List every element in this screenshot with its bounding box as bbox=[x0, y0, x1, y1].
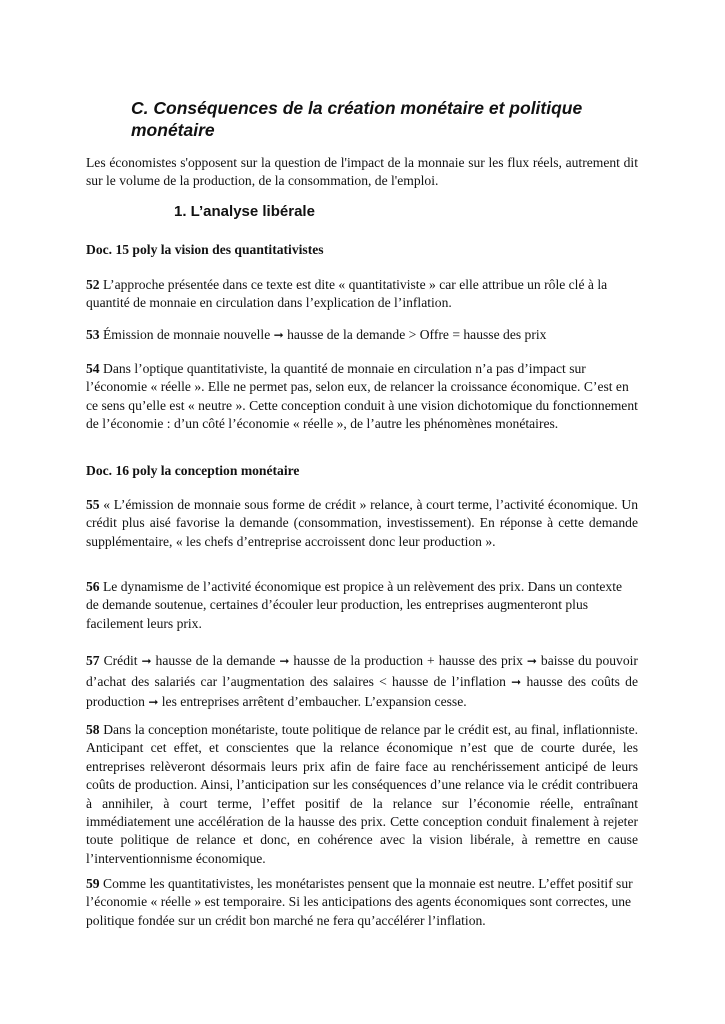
paragraph-text: hausse de la demande bbox=[155, 653, 276, 668]
arrow-icon: ➞ bbox=[273, 328, 284, 342]
paragraph-number: 58 bbox=[86, 722, 100, 737]
paragraph-text: L’approche présentée dans ce texte est dite « quantitativiste » car elle attribue un rôle clé à la quantité de monnaie en circulation dans l’explication de l’inflation. bbox=[86, 277, 608, 311]
paragraph-text: hausse des coûts de production bbox=[86, 673, 638, 709]
paragraph-text: hausse de la demande > Offre = hausse des prix bbox=[287, 327, 547, 342]
paragraph-54 bbox=[86, 360, 638, 434]
doc15-heading: Doc. 15 poly la vision des quantitativistes bbox=[86, 242, 324, 257]
arrow-icon: ➞ bbox=[279, 654, 290, 668]
paragraph-59 bbox=[86, 875, 638, 930]
paragraph-text: « L’émission de monnaie sous forme de crédit » relance, à court terme, l’activité économique. Un crédit plus aisé favorise la demande (consommation, investissement). En réponse à cette demande supplémentaire, « les chefs d’entreprise accroissent donc leur production ». bbox=[86, 497, 638, 549]
subsection-title: 1. L’analyse libérale bbox=[174, 203, 315, 220]
paragraph-text: Émission de monnaie nouvelle bbox=[103, 327, 271, 342]
arrow-icon: ➞ bbox=[148, 695, 159, 709]
paragraph-number: 59 bbox=[86, 876, 100, 891]
paragraph-text: Le dynamisme de l’activité économique est propice à un relèvement des prix. Dans un contexte de demande soutenue, certaines d’écouler leur production, les entreprises augmenteront plus facilement leurs prix. bbox=[86, 579, 623, 631]
paragraph-55 bbox=[86, 496, 638, 551]
paragraph-number: 57 bbox=[86, 653, 100, 668]
paragraph-text: baisse du pouvoir d’achat des salariés car l’augmentation des salaires < hausse de l’inflation bbox=[86, 653, 638, 689]
paragraph-number: 53 bbox=[86, 327, 100, 342]
arrow-icon: ➞ bbox=[511, 674, 522, 689]
paragraph-52 bbox=[86, 276, 638, 313]
paragraph-number: 56 bbox=[86, 579, 100, 594]
paragraph-58 bbox=[86, 721, 638, 868]
arrow-icon: ➞ bbox=[526, 654, 537, 668]
paragraph-number: 55 bbox=[86, 497, 100, 512]
paragraph-53 bbox=[86, 326, 638, 344]
arrow-icon: ➞ bbox=[141, 654, 152, 668]
paragraph-text: les entreprises arrêtent d’embaucher. L’expansion cesse. bbox=[161, 694, 467, 709]
paragraph-number: 54 bbox=[86, 361, 100, 376]
paragraph-56 bbox=[86, 578, 638, 633]
paragraph-text: Crédit bbox=[103, 653, 138, 668]
paragraph-57 bbox=[86, 651, 638, 713]
paragraph-text: Dans la conception monétariste, toute politique de relance par le crédit est, au final, inflationniste. Anticipant cet effet, et conscientes que la relance économique n’est que de courte durée, les entreprises relèveront désormais leurs prix afin de faire face au renchérissement anticipé de leurs coûts de production. Ainsi, l’anticipation sur les conséquences d’une relance via le crédit contribuera à annihiler, à court terme, l’effet positif de la relance sur l’économie réelle, entraînant immédiatement une accélération de la hausse des prix. Cette conception conduit finalement à rejeter toute politique de relance et donc, en cohérence avec la vision libérale, à remettre en cause l’interventionnisme économique. bbox=[86, 722, 639, 866]
section-title: C. Conséquences de la création monétaire et politique monétaire bbox=[131, 98, 583, 140]
intro-paragraph: Les économistes s'opposent sur la question de l'impact de la monnaie sur les flux réels, autrement dit sur le volume de la production, de la consommation, de l'emploi. bbox=[86, 155, 638, 189]
paragraph-number: 52 bbox=[86, 277, 100, 292]
paragraph-text: Comme les quantitativistes, les monétaristes pensent que la monnaie est neutre. L’effet positif sur l’économie « réelle » est temporaire. Si les anticipations des agents économiques sont correctes, une politique fondée sur un crédit bon marché ne fera qu’accélérer l’inflation. bbox=[86, 876, 633, 928]
paragraph-text: Dans l’optique quantitativiste, la quantité de monnaie en circulation n’a pas d’impact sur l’économie « réelle ». Elle ne permet pas, selon eux, de relancer la croissance économique. C’est en ce sens qu’elle est « neutre ». Cette conception conduit à une vision dichotomique du fonctionnement de l’économie : d’un côté l’économie « réelle », de l’autre les phénomènes monétaires. bbox=[86, 361, 638, 432]
doc16-heading: Doc. 16 poly la conception monétaire bbox=[86, 463, 300, 478]
paragraph-text: hausse de la production + hausse des prix bbox=[293, 653, 523, 668]
